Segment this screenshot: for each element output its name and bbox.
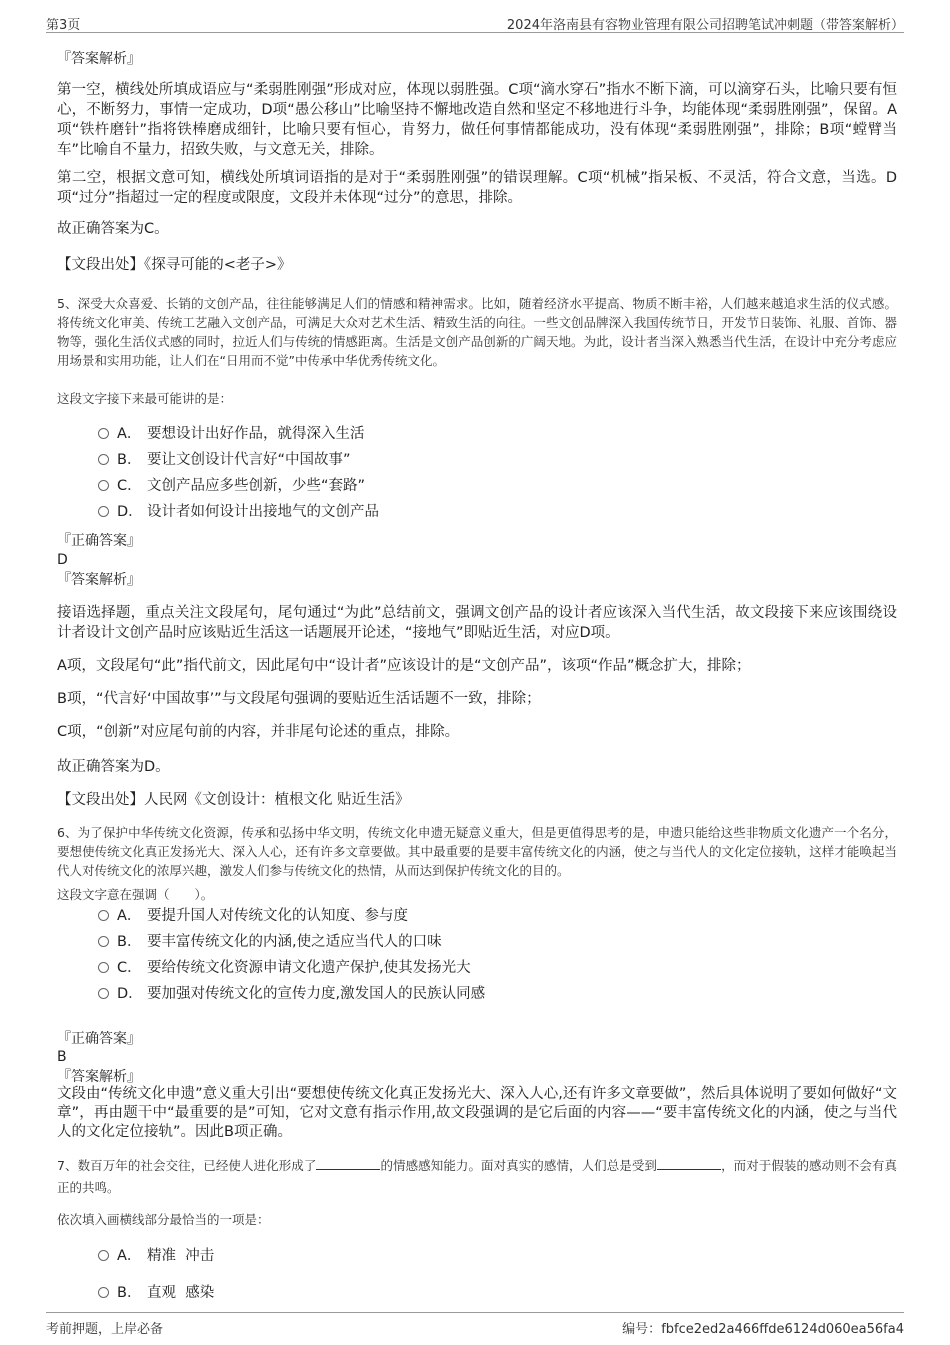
q6-option-a[interactable]: A． 要提升国人对传统文化的认知度、参与度 [98,906,408,926]
q6-analysis: 文段由“传统文化申遗”意义重大引出“要想使传统文化真正发扬光大、深入人心,还有许多文章要做”，然后具体说明了要如何做好“文章”，再由题干中“最重要的是”可知，它对文意有指示作用,故文段强调的是它后面的内容——“要丰富传统文化的内涵，使之与当代人的文化定位接轨”。因此B项正确。 [57,1086,897,1140]
q7-question: 依次填入画横线部分最恰当的一项是： [57,1212,270,1227]
q5-answer-label: 『正确答案』 [57,533,141,549]
radio-icon[interactable] [98,1250,109,1261]
fill-blank-1 [316,1158,380,1170]
page-footer [46,1312,904,1337]
q7-stem: 7、数百万年的社会交往，已经使人进化形成了 的情感感知能力。面对真实的感情，人们总是受到 ，而对于假装的感动则不会有真正的共鸣。 [57,1158,897,1195]
q4-analysis-label: 『答案解析』 [57,51,141,67]
q6-option-b[interactable]: B． 要丰富传统文化的内涵,使之适应当代人的口味 [98,932,442,952]
q5-question: 这段文字接下来最可能讲的是： [57,391,233,406]
q5-answer: D [57,552,68,568]
footer-slogan: 考前押题，上岸必备 [46,1322,164,1337]
q5-option-a[interactable]: A． 要想设计出好作品，就得深入生活 [98,424,365,444]
radio-icon[interactable] [98,936,109,947]
q5-analysis-c: C项，“创新”对应尾句前的内容，并非尾句论述的重点，排除。 [57,724,460,740]
q4-conclusion: 故正确答案为C。 [57,221,169,237]
radio-icon[interactable] [98,962,109,973]
radio-icon[interactable] [98,1287,109,1298]
q7-option-a[interactable]: A． 精准 冲击 [98,1246,214,1266]
radio-icon[interactable] [98,480,109,491]
page-number: 第3页 [46,18,81,33]
q6-option-c[interactable]: C． 要给传统文化资源申请文化遗产保护,使其发扬光大 [98,958,471,978]
document-title: 2024年洛南县有容物业管理有限公司招聘笔试冲刺题（带答案解析） [506,18,904,33]
fill-blank-2 [657,1158,721,1170]
q6-option-d[interactable]: D． 要加强对传统文化的宣传力度,激发国人的民族认同感 [98,984,485,1004]
q4-analysis-para1: 第一空，横线处所填成语应与“柔弱胜刚强”形成对应，体现以弱胜强。C项“滴水穿石”指水不断下滴，可以滴穿石头，比喻只要有恒心，不断努力，事情一定成功，D项“愚公移山”比喻坚持不懈地改造自然和坚定不移地进行斗争，均能体现“柔弱胜刚强”，保留。A项“铁杵磨针”指将铁棒磨成细针，比喻只要有恒心，肯努力，做任何事情都能成功，没有体现“柔弱胜刚强”，排除；B项“螳臂当车”比喻自不量力，招致失败，与文意无关，排除。 [57,82,897,158]
q5-option-d[interactable]: D． 设计者如何设计出接地气的文创产品 [98,502,379,522]
q5-option-c[interactable]: C． 文创产品应多些创新，少些“套路” [98,476,365,496]
q4-source: 【文段出处】《探寻可能的<老子>》 [57,257,292,273]
q5-conclusion: 故正确答案为D。 [57,759,170,775]
q5-option-b[interactable]: B． 要让文创设计代言好“中国故事” [98,450,351,470]
radio-icon[interactable] [98,428,109,439]
q6-stem: 6、为了保护中华传统文化资源，传承和弘扬中华文明，传统文化申遗无疑意义重大，但是更值得思考的是，申遗只能给这些非物质文化遗产一个名分，要想使传统文化真正发扬光大、深入人心，还有许多文章要做。其中最重要的是要丰富传统文化的内涵，使之与当代人的文化定位接轨，这样才能唤起当代人对传统文化的浓厚兴趣，激发人们参与传统文化的热情，从而达到保护传统文化的目的。 [57,825,897,878]
document-code: 编号：fbfce2ed2a466ffde6124d060ea56fa4 [622,1322,904,1337]
q6-analysis-label: 『答案解析』 [57,1069,141,1085]
page-header [46,10,904,33]
radio-icon[interactable] [98,506,109,517]
q5-analysis-label: 『答案解析』 [57,572,141,588]
radio-icon[interactable] [98,988,109,999]
q5-analysis-a: A项，文段尾句“此”指代前文，因此尾句中“设计者”应该设计的是“文创产品”，该项“作品”概念扩大，排除； [57,658,751,674]
radio-icon[interactable] [98,454,109,465]
q5-stem: 5、深受大众喜爱、长销的文创产品，往往能够满足人们的情感和精神需求。比如，随着经济水平提高、物质不断丰裕，人们越来越追求生活的仪式感。将传统文化审美、传统工艺融入文创产品，可满足大众对艺术生活、精致生活的向往。一些文创品牌深入我国传统节日，开发节日装饰、礼服、首饰、器物等，强化生活仪式感的同时，拉近人们与传统的情感距离。生活是文创产品创新的广阔天地。为此，设计者当深入熟悉当代生活，在设计中充分考虑应用场景和实用功能，让人们在“日用而不觉”中传承中华优秀传统文化。 [57,296,897,368]
q6-question: 这段文字意在强调（ ）。 [57,887,214,902]
q6-answer-label: 『正确答案』 [57,1031,141,1047]
q5-analysis-b: B项，“代言好‘中国故事’”与文段尾句强调的要贴近生活话题不一致，排除； [57,691,541,707]
q7-option-b[interactable]: B． 直观 感染 [98,1283,214,1303]
q5-analysis-para1: 接语选择题，重点关注文段尾句，尾句通过“为此”总结前文，强调文创产品的设计者应该深入当代生活，故文段接下来应该围绕设计者设计文创产品时应该贴近生活这一话题展开论述，“接地气”即贴近生活，对应D项。 [57,605,897,641]
q4-analysis-para2: 第二空，根据文意可知，横线处所填词语指的是对于“柔弱胜刚强”的错误理解。C项“机械”指呆板、不灵活，符合文意，当选。D项“过分”指超过一定的程度或限度，文段并未体现“过分”的意思，排除。 [57,170,897,206]
q5-source: 【文段出处】人民网《文创设计：植根文化 贴近生活》 [57,792,410,808]
radio-icon[interactable] [98,910,109,921]
q6-answer: B [57,1049,67,1065]
